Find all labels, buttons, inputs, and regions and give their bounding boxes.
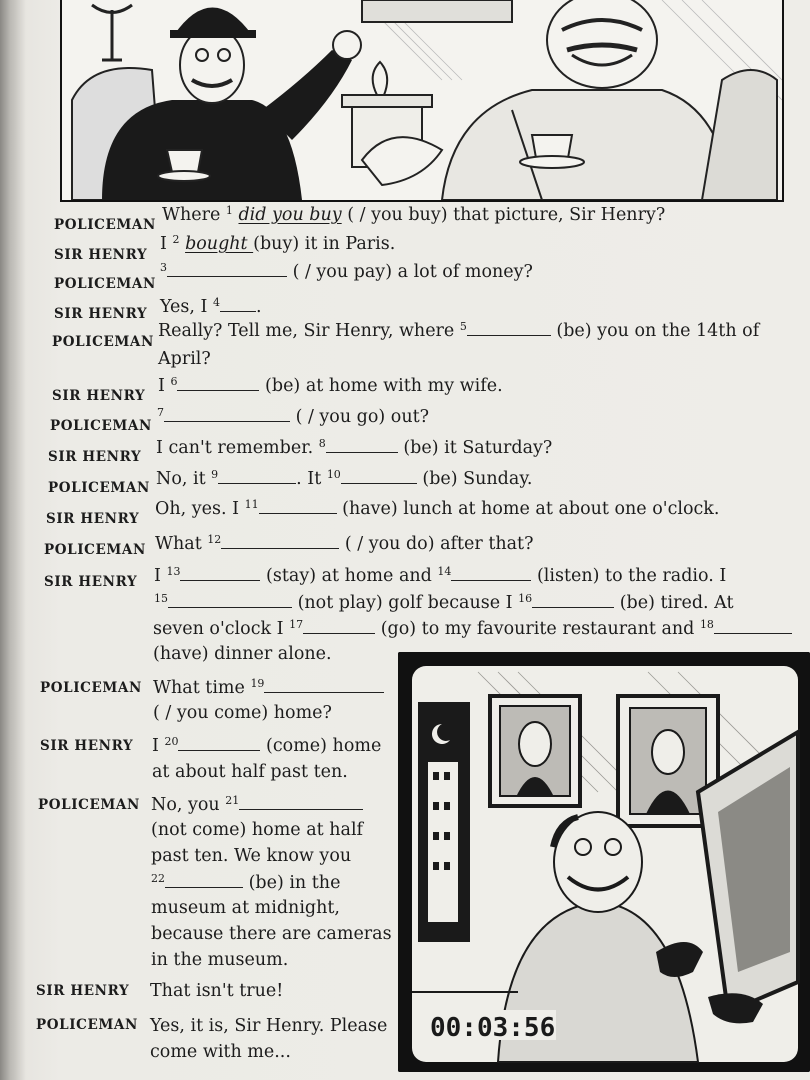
dialogue-line-16: That isn't true!: [150, 981, 284, 1001]
dialogue-line-10: Oh, yes. I $^{11}$ (have) lunch at home at about one o'clock.: [155, 495, 719, 522]
dialogue-line-12-cont2: seven o'clock I $^{17}$ (go) to my favourite restaurant and $^{18}$: [153, 615, 792, 642]
speaker-label: SIR HENRY: [40, 738, 134, 754]
dialogue-line-2: I $^2$ bought (buy) it in Paris.: [160, 233, 396, 254]
dialogue-line-15-cont5: because there are cameras: [151, 924, 392, 944]
dialogue-line-8: I can't remember. $^8$ (be) it Saturday?: [156, 434, 552, 461]
policeman-sir-henry-drawing: [62, 0, 782, 200]
dialogue-line-13-cont: ( / you come) home?: [153, 703, 332, 723]
dialogue-line-1: Where $^1$ did you buy ( / you buy) that picture, Sir Henry?: [162, 204, 666, 225]
dialogue-line-12: I $^{13}$ (stay) at home and $^{14}$ (listen) to the radio. I: [154, 562, 726, 589]
dialogue-line-15-cont6: in the museum.: [151, 950, 289, 970]
camera-timestamp: 00:03:56: [430, 1013, 556, 1043]
dialogue-line-12-cont1: $^{15}$ (not play) golf because I $^{16}$ (be) tired. At: [154, 589, 734, 616]
speaker-label: POLICEMAN: [54, 276, 156, 292]
dialogue-line-15: No, you $^{21}$: [151, 791, 363, 818]
page-gutter-shadow: [0, 0, 26, 1080]
dialogue-line-15-cont4: museum at midnight,: [151, 898, 340, 918]
speaker-label: SIR HENRY: [44, 574, 138, 590]
dialogue-line-11: What $^{12}$ ( / you do) after that?: [155, 530, 533, 557]
speaker-label: POLICEMAN: [48, 480, 150, 496]
dialogue-line-17: Yes, it is, Sir Henry. Please: [150, 1016, 388, 1036]
dialogue-line-15-cont3: $^{22}$ (be) in the: [151, 869, 340, 896]
sir-henry-stealing-drawing: [398, 652, 810, 1072]
speaker-label: POLICEMAN: [40, 680, 142, 696]
dialogue-line-3: $^3$ ( / you pay) a lot of money?: [160, 258, 533, 285]
speaker-label: SIR HENRY: [48, 449, 142, 465]
dialogue-line-12-cont3: (have) dinner alone.: [153, 644, 332, 664]
speaker-label: SIR HENRY: [54, 306, 148, 322]
dialogue-line-7: $^7$ ( / you go) out?: [157, 403, 429, 430]
speaker-label: POLICEMAN: [36, 1017, 138, 1033]
dialogue-line-15-cont2: past ten. We know you: [151, 846, 352, 866]
dialogue-line-17-cont: come with me...: [150, 1042, 291, 1062]
speaker-label: SIR HENRY: [52, 388, 146, 404]
dialogue-line-13: What time $^{19}$: [153, 674, 384, 701]
top-illustration: [60, 0, 784, 202]
dialogue-line-6: I $^6$ (be) at home with my wife.: [158, 372, 503, 399]
dialogue-line-15-cont1: (not come) home at half: [151, 820, 364, 840]
dialogue-line-5: Really? Tell me, Sir Henry, where $^5$ (be) you on the 14th of: [158, 317, 759, 344]
speaker-label: POLICEMAN: [50, 418, 152, 434]
dialogue-line-14-cont: at about half past ten.: [152, 762, 348, 782]
speaker-label: POLICEMAN: [44, 542, 146, 558]
dialogue-line-4: Yes, I $^4$ .: [160, 293, 262, 320]
museum-camera-illustration: [398, 652, 810, 1072]
dialogue-line-5-cont: April?: [158, 349, 211, 369]
speaker-label: POLICEMAN: [38, 797, 140, 813]
dialogue-line-14: I $^{20}$ (come) home: [152, 732, 381, 759]
speaker-label: POLICEMAN: [52, 334, 154, 350]
speaker-label: SIR HENRY: [46, 511, 140, 527]
dialogue-line-9: No, it $^9$ . It $^{10}$ (be) Sunday.: [156, 465, 532, 492]
speaker-label: POLICEMAN: [54, 217, 156, 233]
speaker-label: SIR HENRY: [36, 983, 130, 999]
speaker-label: SIR HENRY: [54, 247, 148, 263]
